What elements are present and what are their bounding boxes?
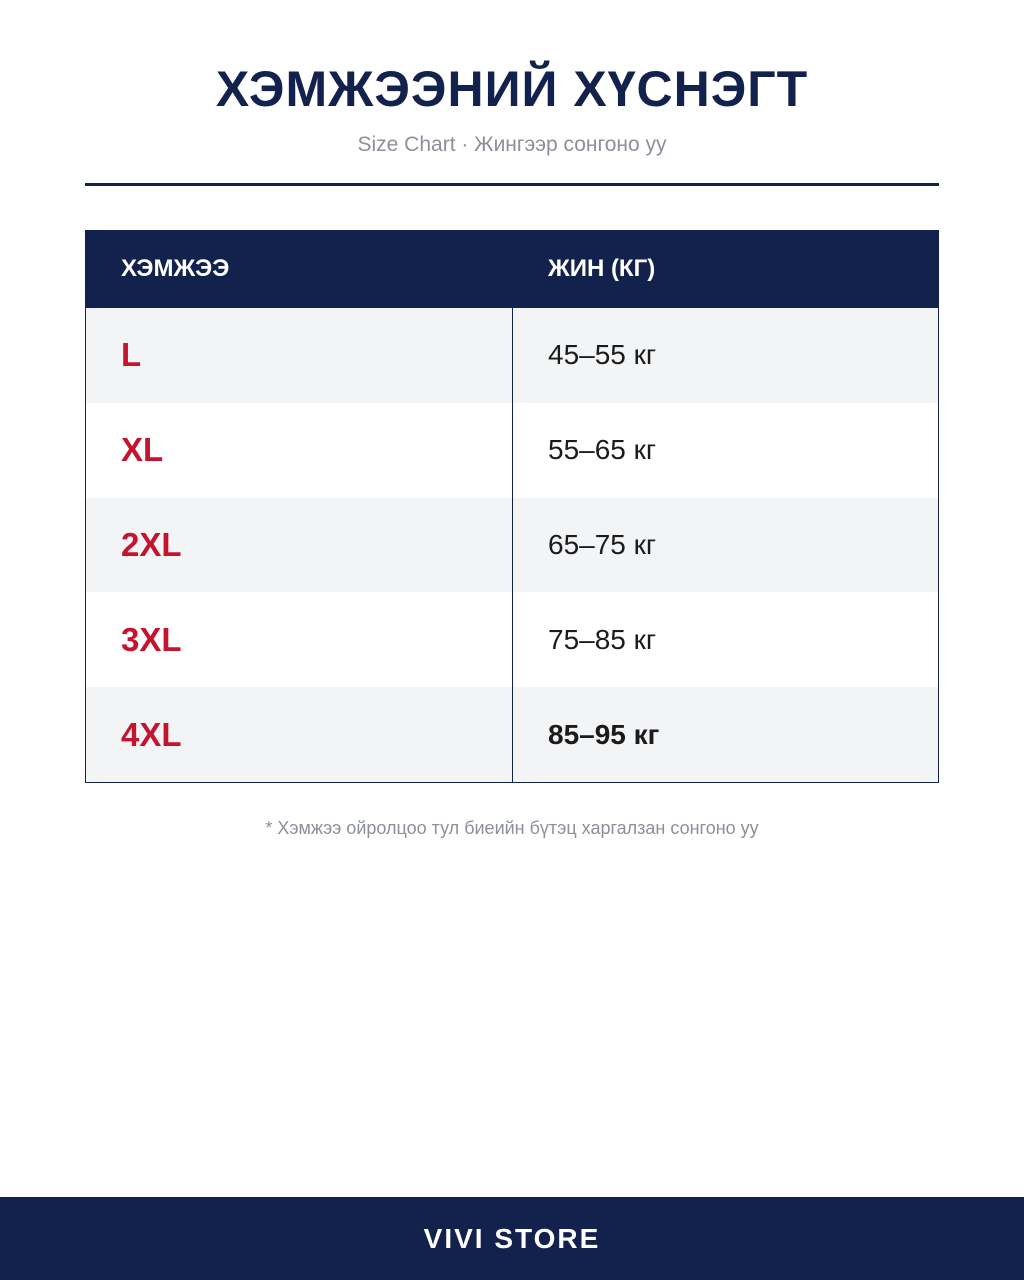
table-row xyxy=(86,498,938,593)
page-subtitle: Size Chart · Жингээр сонгоно уу xyxy=(357,133,667,156)
table-row xyxy=(86,687,938,782)
size-chart-table xyxy=(85,230,939,783)
store-brand: VIVI STORE xyxy=(423,1222,601,1254)
table-header xyxy=(85,230,939,308)
weight-cell: 45–55 кг xyxy=(548,339,657,371)
weight-cell: 85–95 кг xyxy=(548,718,660,750)
footer-bar xyxy=(0,1197,1024,1280)
size-cell: L xyxy=(86,308,513,403)
title-divider xyxy=(85,183,939,186)
weight-cell: 75–85 кг xyxy=(548,623,657,655)
size-cell: 4XL xyxy=(86,687,513,782)
size-cell: 3XL xyxy=(86,592,513,687)
table-row xyxy=(86,592,938,687)
table-row xyxy=(86,308,938,403)
column-header-size: ХЭМЖЭЭ xyxy=(121,255,230,282)
column-header-weight: ЖИН (КГ) xyxy=(548,255,656,282)
size-note: * Хэмжээ ойролцоо тул биеийн бүтэц харгалзан сонгоно уу xyxy=(265,818,759,838)
table-row xyxy=(86,403,938,498)
weight-cell: 55–65 кг xyxy=(548,434,657,466)
weight-cell: 65–75 кг xyxy=(548,528,657,560)
page-title: ХЭМЖЭЭНИЙ ХҮСНЭГТ xyxy=(215,61,809,117)
size-cell: XL xyxy=(86,403,513,498)
size-cell: 2XL xyxy=(86,498,513,593)
